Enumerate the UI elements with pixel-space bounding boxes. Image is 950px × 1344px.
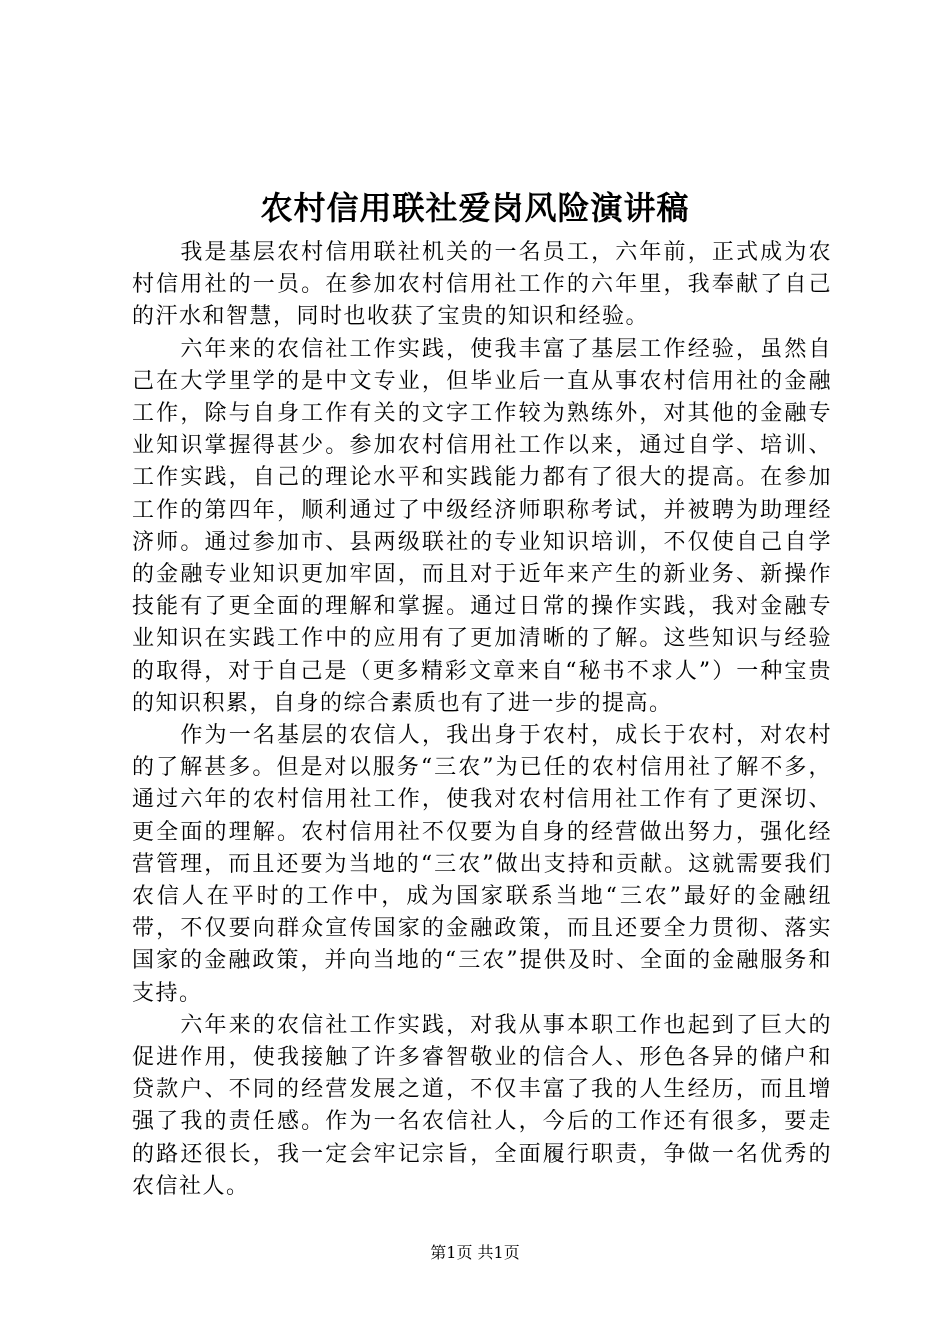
page-footer: 第1页 共1页 (430, 1243, 520, 1262)
document-body (132, 237, 832, 1203)
paragraph-1: 我是基层农村信用联社机关的一名员工，六年前，正式成为农村信用社的一员。在参加农村信用社工作的六年里，我奉献了自己的汗水和智慧，同时也收获了宝贵的知识和经验。 (132, 240, 832, 330)
paragraph-3: 作为一名基层的农信人，我出身于农村，成长于农村，对农村的了解甚多。但是对以服务“三农”为已任的农村信用社了解不多，通过六年的农村信用社工作，使我对农村信用社工作有了更深切、更全面的理解。农村信用社不仅要为自身的经营做出努力，强化经营管理，而且还要为当地的“三农”做出支持和贡献。这就需要我们农信人在平时的工作中，成为国家联系当地“三农”最好的金融纽带，不仅要向群众宣传国家的金融政策，而且还要全力贯彻、落实国家的金融政策，并向当地的“三农”提供及时、全面的金融服务和支持。 (132, 723, 832, 1006)
document-title: 农村信用联社爱岗风险演讲稿 (260, 189, 690, 227)
paragraph-4: 六年来的农信社工作实践，对我从事本职工作也起到了巨大的促进作用，使我接触了许多睿智敬业的信合人、形色各异的储户和贷款户、不同的经营发展之道，不仅丰富了我的人生经历，而且增强了我的责任感。作为一名农信社人，今后的工作还有很多，要走的路还很长，我一定会牢记宗旨，全面履行职责，争做一名优秀的农信社人。 (132, 1012, 832, 1199)
paragraph-2: 六年来的农信社工作实践，使我丰富了基层工作经验，虽然自己在大学里学的是中文专业，但毕业后一直从事农村信用社的金融工作，除与自身工作有关的文字工作较为熟练外，对其他的金融专业知识掌握得甚少。参加农村信用社工作以来，通过自学、培训、工作实践，自己的理论水平和实践能力都有了很大的提高。在参加工作的第四年，顺利通过了中级经济师职称考试，并被聘为助理经济师。通过参加市、县两级联社的专业知识培训，不仅使自己自学的金融专业知识更加牢固，而且对于近年来产生的新业务、新操作技能有了更全面的理解和掌握。通过日常的操作实践，我对金融专业知识在实践工作中的应用有了更加清晰的了解。这些知识与经验的取得，对于自己是（更多精彩文章来自“秘书不求人”）一种宝贵的知识积累，自身的综合素质也有了进一步的提高。 (132, 336, 832, 716)
